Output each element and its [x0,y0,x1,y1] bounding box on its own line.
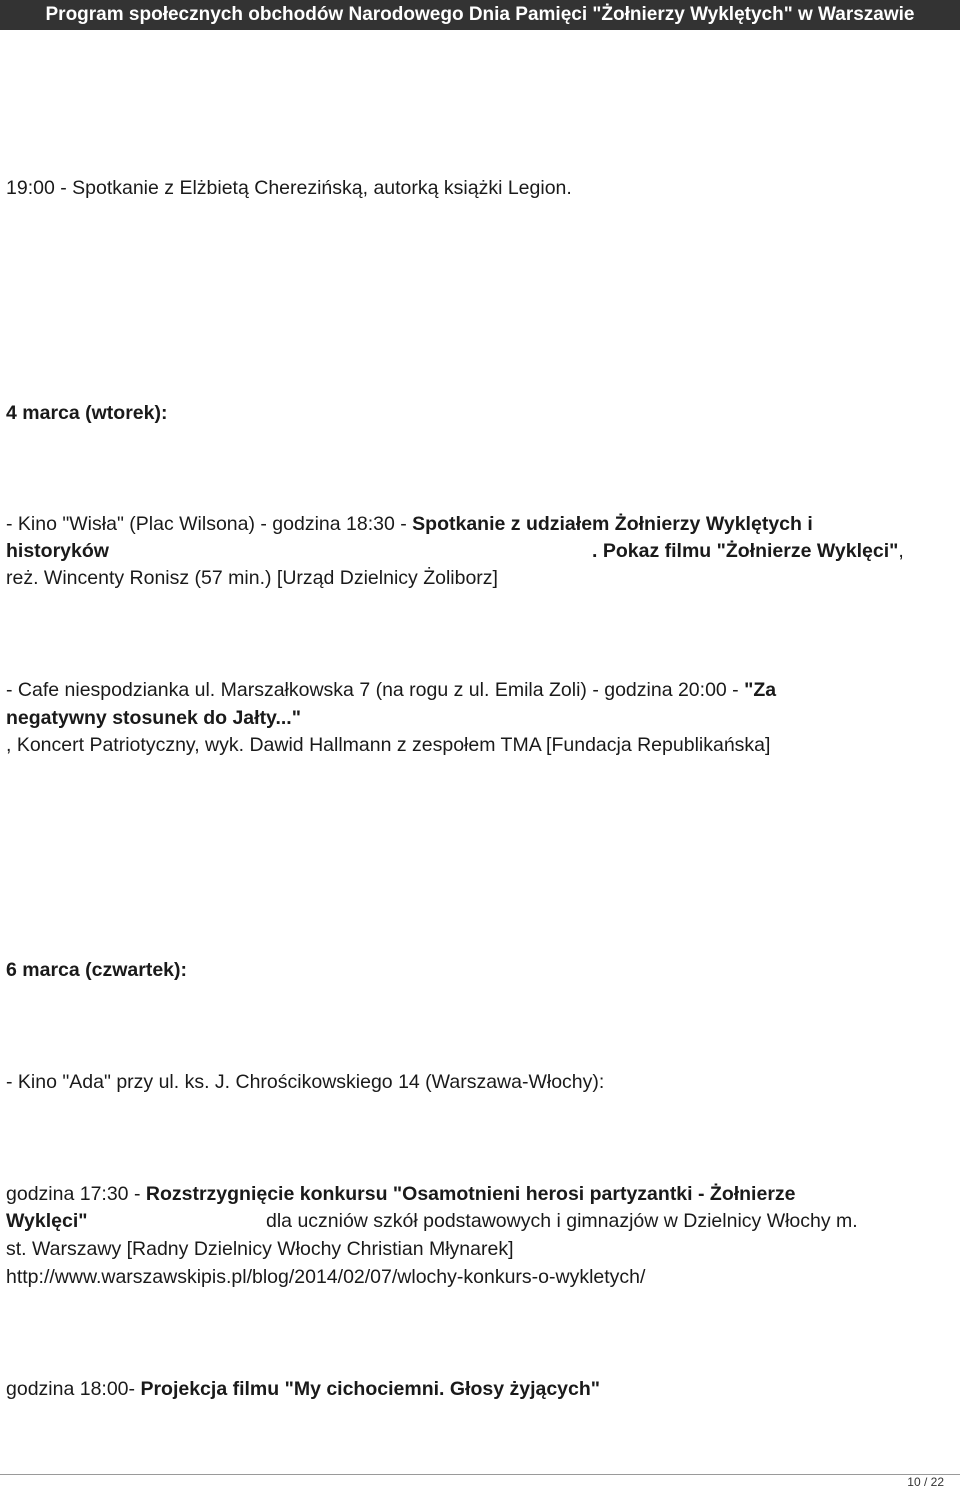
projection-title: Projekcja filmu "My cichociemni. Głosy żyjących" [140,1378,601,1400]
contest-time: godzina 17:30 - [6,1183,146,1205]
page-number: 10 / 22 [907,1475,944,1489]
cafe-event-line-1 [6,678,776,702]
wisla-comma: , [898,540,904,562]
contest-organizer: st. Warszawy [Radny Dzielnicy Włochy Christian Młynarek] [6,1238,514,1260]
projection-time: godzina 18:00- [6,1378,141,1400]
contest-title: Rozstrzygnięcie konkursu "Osamotnieni herosi partyzantki - Żołnierze [145,1183,796,1205]
cafe-title-end: negatywny stosunek do Jałty..." [6,707,301,729]
footer-divider [0,1474,960,1475]
wisla-film-title: . Pokaz filmu "Żołnierze Wyklęci" [592,540,899,562]
wisla-event-title: Spotkanie z udziałem Żołnierzy Wyklętych i [412,513,813,535]
contest-line-1 [6,1182,796,1206]
cafe-venue-text: - Cafe niespodzianka ul. Marszałkowska 7 (na rogu z ul. Emila Zoli) - godzina 20:00 - [6,679,745,701]
cafe-event-details: , Koncert Patriotyczny, wyk. Dawid Hallmann z zespołem TMA [Fundacja Republikańska] [6,734,771,756]
event-meeting-line: 19:00 - Spotkanie z Elżbietą Cherezińską, autorką książki Legion. [6,177,572,199]
day-heading-march-6: 6 marca (czwartek): [6,959,188,981]
projection-line [6,1377,600,1401]
wisla-venue-text: - Kino "Wisła" (Plac Wilsona) - godzina 18:30 - [6,513,413,535]
ada-venue-line: - Kino "Ada" przy ul. ks. J. Chrościkowskiego 14 (Warszawa-Włochy): [6,1071,605,1093]
contest-link[interactable]: http://www.warszawskipis.pl/blog/2014/02/07/wlochy-konkurs-o-wykletych/ [6,1266,646,1288]
cafe-title-start: "Za [744,679,777,701]
wisla-event-line-2a: historyków [6,540,109,562]
wisla-event-line-2b [592,539,904,563]
contest-title-end: Wyklęci" [6,1210,88,1232]
contest-audience: dla uczniów szkół podstawowych i gimnazjów w Dzielnicy Włochy m. [266,1210,858,1232]
wisla-event-line-1 [6,512,813,536]
document-header: Program społecznych obchodów Narodowego Dnia Pamięci "Żołnierzy Wyklętych" w Warszawie [0,0,960,30]
day-heading-march-4: 4 marca (wtorek): [6,402,168,424]
wisla-event-line-3: reż. Wincenty Ronisz (57 min.) [Urząd Dzielnicy Żoliborz] [6,567,498,589]
